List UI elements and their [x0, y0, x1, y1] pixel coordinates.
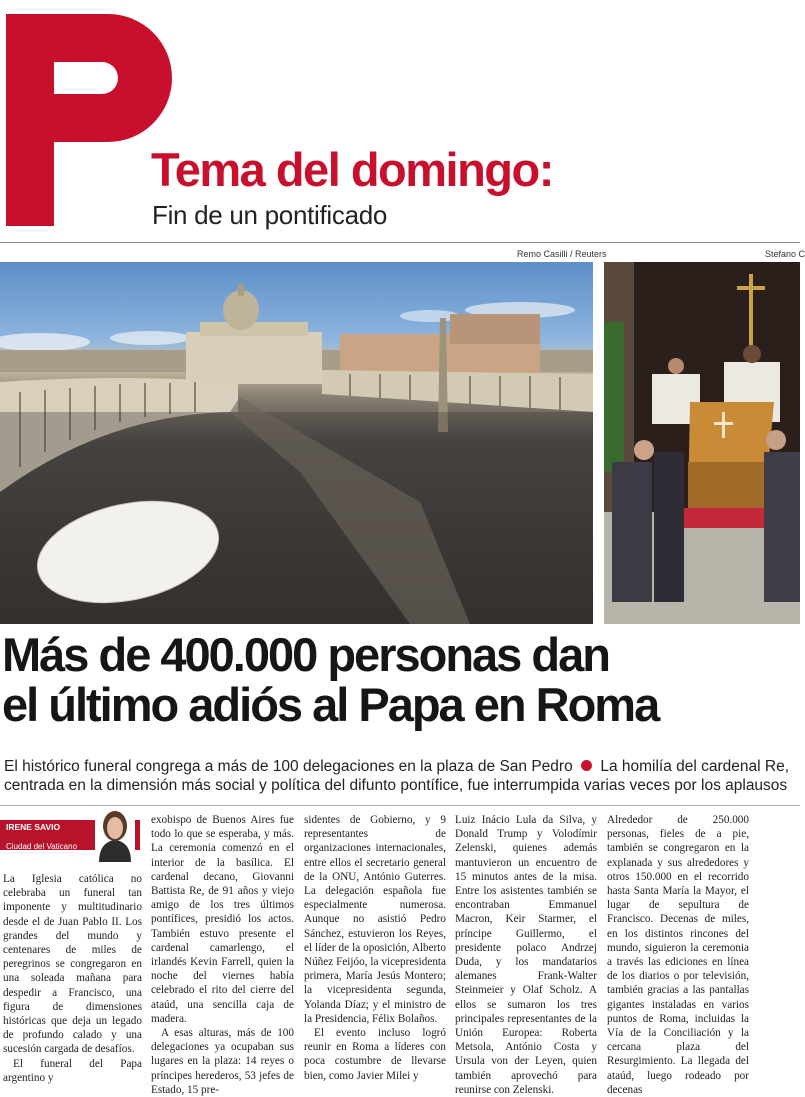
byline-location: Ciudad del Vaticano: [6, 842, 78, 851]
paragraph: sidentes de Gobierno, y 9 representantes de organizaciones internacionales, entre ellos el secretario general de la ONU, António Guterres. La delegación española fue especialmente numerosa. Aunque no asistió Pedro Sánchez, estuvieron los Reyes, el líder de la oposición, Alberto Núñez Feijóo, la vicepresidenta primera, María Jesús Montero; la vicepresidenta segunda, Yolanda Díaz; y el ministro de la Presidencia, Félix Bolaños.: [304, 814, 446, 1025]
section-subtitle: Fin de un pontificado: [152, 200, 388, 230]
paragraph: Luiz Inácio Lula da Silva, y Donald Trump y Volodímir Zelenski, quienes además mantuvieron un encuentro de 15 minutos antes de la misa. Entre los asistentes también se encontraban Emmanuel Macron, Keir Starmer, el príncipe Guillermo, el presidente polaco Andrzej Duda, y los mandatarios alemanes Frank-Walter Steinmeier y Olaf Scholz. A ellos se sumaron los tres principales representantes de la Unión Europea: Roberta Metsola, António Costa y Ursula von der Leyen, quien también aprovechó para reunirse con Zelenski.: [455, 814, 597, 1096]
standfirst: [4, 757, 800, 795]
paragraph: A esas alturas, más de 100 delegaciones ya ocupaban sus lugares en la plaza: 14 reyes o príncipes herederos, 53 jefes de Estado, 15 pre-: [151, 1027, 294, 1096]
article-column-4: [455, 813, 597, 1096]
paragraph: El funeral del Papa argentino y: [3, 1057, 142, 1084]
standfirst-part-1: El histórico funeral congrega a más de 100 delegaciones en la plaza de San Pedro: [4, 758, 573, 775]
paragraph: exobispo de Buenos Aires fue todo lo que se esperaba, y más. La ceremonia comenzó en el interior de la basílica. El cardenal decano, Giovanni Battista Re, de 91 años y viejo amigo de los tres últimos pontífices, presidió los actos. También estuvo presente el cardenal camarlengo, el irlandés Kevin Farrell, quien la noche del viernes había celebrado el rito del cierre del ataúd, una sencilla caja de madera.: [151, 814, 294, 1025]
article-column-2: [151, 813, 294, 1096]
bullet-dot-icon: [581, 760, 592, 771]
section-title: Tema del domingo:: [151, 143, 553, 196]
paragraph: La Iglesia católica no celebraba un funeral tan imponente y multitudinario desde el de Juan Pablo II. Los grandes del mundo y centenares de miles de peregrinos se congregaron en una soleada mañana para despedir a Francisco, una figura de dimensiones históricas que deja un legado de profundo calado y una sucesión cargada de desafíos.: [3, 873, 142, 1056]
photo-credit-main: Remo Casilli / Reuters: [517, 249, 607, 259]
article-column-3: [304, 813, 446, 1082]
paragraph: Alrededor de 250.000 personas, fieles de a pie, también se congregaron en la explanada y sus alrededores y otros 150.000 en el recorrido hasta Santa María la Mayor, el lugar de sepultura de Francisco. Decenas de miles, en los distintos rincones del mundo, siguieron la ceremonia a través las ediciones en línea de los diarios o por televisión, también gracias a las pantallas gigantes instaladas en varios puntos de Roma, incluidas la Vía de la Conciliación y la cercana plaza del Resurgimiento. La llegada del ataúd, luego rodeado por decenas: [607, 814, 749, 1096]
article-column-5: [607, 813, 749, 1096]
photo-st-peters-square: [0, 262, 593, 624]
divider: [0, 242, 800, 243]
headline-line-2: el último adiós al Papa en Roma: [2, 678, 659, 731]
headline-line-1: Más de 400.000 personas dan: [2, 628, 609, 681]
byline-name: IRENE SAVIO: [6, 822, 61, 832]
author-avatar: [95, 806, 135, 862]
paragraph: El evento incluso logró reunir en Roma a líderes con poca costumbre de llevarse bien, como Javier Milei y: [304, 1027, 446, 1082]
photo-coffin-procession: [604, 262, 800, 624]
headline: [2, 630, 658, 730]
article-column-1: [3, 872, 142, 1084]
byline: [0, 806, 142, 866]
photo-credit-side: Stefano C: [765, 249, 805, 259]
standfirst-part-2: La homilía del cardenal Re, centrada en la dimensión más social y política del difunto pontífice, fue interrumpida varias veces por los aplausos: [4, 758, 790, 794]
